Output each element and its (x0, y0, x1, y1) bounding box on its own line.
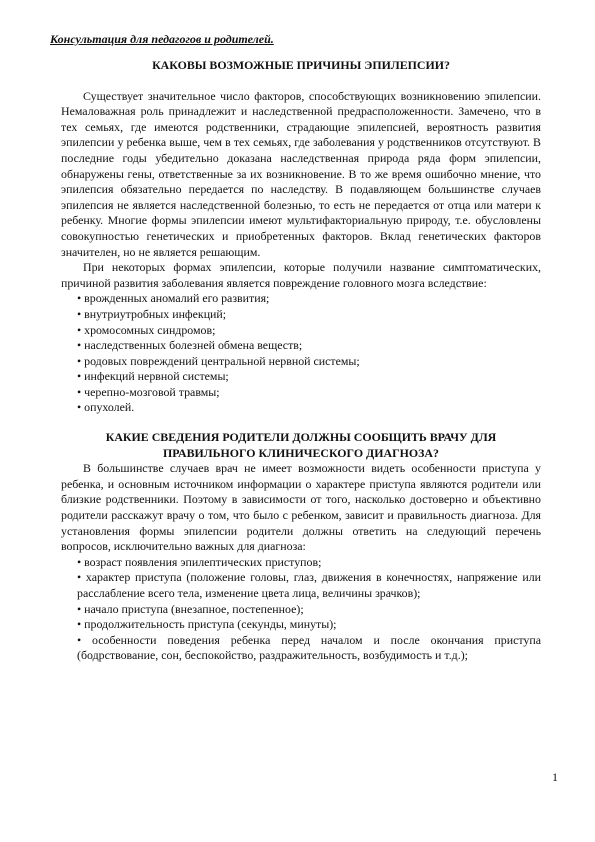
document-header: Консультация для педагогов и родителей. (50, 32, 274, 46)
diagnosis-questions-list (61, 555, 541, 664)
paragraph-heredity: Существует значительное число факторов, способствующих возникновению эпилепсии. Немаловажная роль принадлежит и наследственной предрасположенности. Замечено, что в тех семьях, где имеются родственники, страдающие эпилепсией, вероятность развития эпилепсии у ребенка выше, чем в тех семьях, где заболевания у родственников отсутствуют. В последние годы убедительно доказана наследственная природа ряда форм эпилепсии, обнаружены гены, ответственные за их возникновение. В то же время ошибочно мнение, что эпилепсия обязательно передается по наследству. В подавляющем большинстве случаев эпилепсия не является наследственной болезнью, то есть не передается от отца или матери к ребенку. Многие формы эпилепсии имеют мультифакториальную природу, т.е. обусловлены совокупностью генетических и приобретенных факторов. Вклад генетических факторов значителен, но не является решающим. (61, 88, 541, 259)
list-item: • начало приступа (внезапное, постепенное); (77, 601, 304, 616)
causes-list (61, 291, 541, 416)
list-item: • врожденных аномалий его развития; (77, 291, 270, 306)
section-title-causes: КАКОВЫ ВОЗМОЖНЫЕ ПРИЧИНЫ ЭПИЛЕПСИИ? (152, 58, 450, 72)
page-number: 1 (552, 770, 558, 784)
paragraph-symptomatic: При некоторых формах эпилепсии, которые получили название симптоматических, причиной развития заболевания является повреждение головного мозга вследствие: (61, 260, 541, 290)
list-item: • характер приступа (положение головы, глаз, движения в конечностях, напряжение или расслабление всего тела, изменение цвета лица, величины зрачков); (77, 570, 541, 600)
list-item: • инфекций нервной системы; (77, 369, 229, 384)
list-item: • наследственных болезней обмена веществ; (77, 338, 303, 353)
list-item: • родовых повреждений центральной нервной системы; (77, 353, 360, 368)
list-item: • продолжительность приступа (секунды, минуты); (77, 617, 337, 632)
list-item: • хромосомных синдромов; (77, 322, 216, 337)
document-body (61, 58, 541, 664)
section-title-diagnosis: КАКИЕ СВЕДЕНИЯ РОДИТЕЛИ ДОЛЖНЫ СООБЩИТЬ ВРАЧУ ДЛЯ ПРАВИЛЬНОГО КЛИНИЧЕСКОГО ДИАГНОЗА? (105, 430, 497, 460)
list-item: • опухолей. (77, 400, 135, 415)
list-item: • черепно-мозговой травмы; (77, 384, 220, 399)
paragraph-diagnosis: В большинстве случаев врач не имеет возможности видеть особенности приступа у ребенка, и основным источником информации о характере приступа являются родители или близкие родственники. Поэтому в зависимости от того, насколько достоверно и объективно родители расскажут врачу о том, что было с ребенком, зависит и правильность диагноза. Для установления формы эпилепсии родители должны ответить на следующий перечень вопросов, исключительно важных для диагноза: (61, 461, 541, 554)
list-item: • внутриутробных инфекций; (77, 306, 227, 321)
list-item: • возраст появления эпилептических приступов; (77, 554, 322, 569)
list-item: • особенности поведения ребенка перед началом и после окончания приступа (бодрствование, сон, беспокойство, раздражительность, возбудимость и т.д.); (77, 632, 541, 663)
